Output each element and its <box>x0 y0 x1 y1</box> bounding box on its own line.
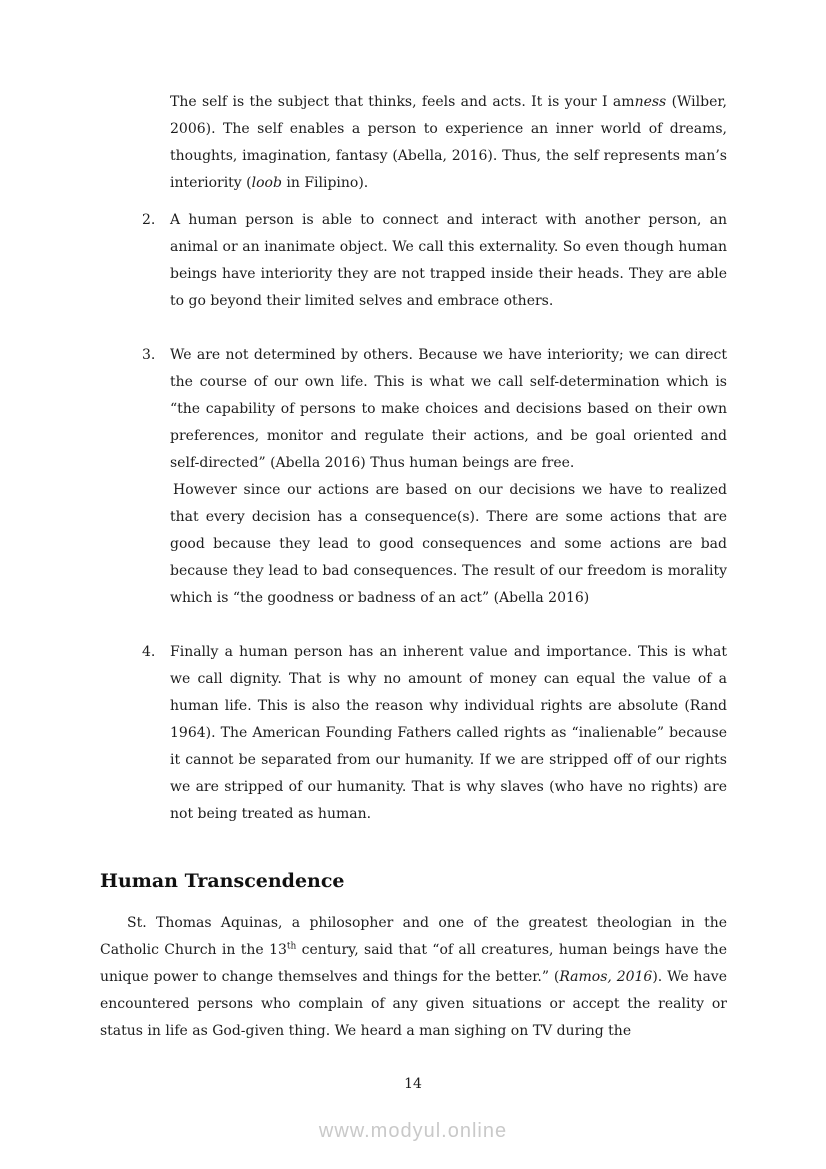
intro-text-3: in Filipino). <box>281 175 369 191</box>
item-number: 3. <box>142 347 156 363</box>
document-body <box>100 89 727 1045</box>
list-item-3 <box>100 342 727 612</box>
ordinal-superscript: th <box>286 941 297 952</box>
item-text: A human person is able to connect and interact with another person, an animal or an inanimate object. We call this externality. So even though human beings have interiority they are not trapped inside their heads. They are able to go beyond their limited selves and embrace others. <box>170 212 727 309</box>
intro-paragraph <box>170 89 727 197</box>
intro-text-1: The self is the subject that thinks, feels and acts. It is your I am <box>170 94 635 110</box>
intro-italic-ness: ness <box>634 94 667 110</box>
item-number: 4. <box>142 644 156 660</box>
closing-paragraph <box>100 910 727 1045</box>
list-item-2 <box>100 207 727 315</box>
intro-italic-loob: loob <box>251 175 282 191</box>
closing-text-2: century, said that “of all creatures, human beings have the unique power to change themselves and things for the better.” ( <box>100 942 727 985</box>
closing-text-3: ). We have encountered persons who complain of any given situations or accept the reality or status in life as God-given thing. We heard a man sighing on TV during the <box>100 969 727 1039</box>
closing-italic-citation: Ramos, 2016 <box>559 969 653 985</box>
section-heading-human-transcendence: Human Transcendence <box>100 870 345 892</box>
page-number: 14 <box>404 1076 422 1092</box>
watermark: www.modyul.online <box>318 1120 508 1142</box>
closing-text-1: St. Thomas Aquinas, a philosopher and one of the greatest theologian in the Catholic Church in the 13 <box>100 915 727 958</box>
item-text: Finally a human person has an inherent value and importance. This is what we call dignity. That is why no amount of money can equal the value of a human life. This is also the reason why individual rights are absolute (Rand 1964). The American Founding Fathers called rights as “inalienable” because it cannot be separated from our humanity. If we are stripped off of our rights we are stripped of our humanity. That is why slaves (who have no rights) are not being treated as human. <box>170 644 727 822</box>
item-number: 2. <box>142 212 156 228</box>
item-3-continuation-paragraph: However since our actions are based on our decisions we have to realized that every decision has a consequence(s). There are some actions that are good because they lead to good consequences and some actions are bad because they lead to bad consequences. The result of our freedom is morality which is “the goodness or badness of an act” (Abella 2016) <box>170 482 727 606</box>
item-text: We are not determined by others. Because we have interiority; we can direct the course of our own life. This is what we call self-determination which is “the capability of persons to make choices and decisions based on their own preferences, monitor and regulate their actions, and be goal oriented and self-directed” (Abella 2016) Thus human beings are free. <box>170 347 727 471</box>
intro-text-2: (Wilber, 2006). The self enables a person to experience an inner world of dreams, thoughts, imagination, fantasy (Abella, 2016). Thus, the self represents man’s interiority ( <box>170 94 727 191</box>
list-item-4 <box>100 639 727 828</box>
